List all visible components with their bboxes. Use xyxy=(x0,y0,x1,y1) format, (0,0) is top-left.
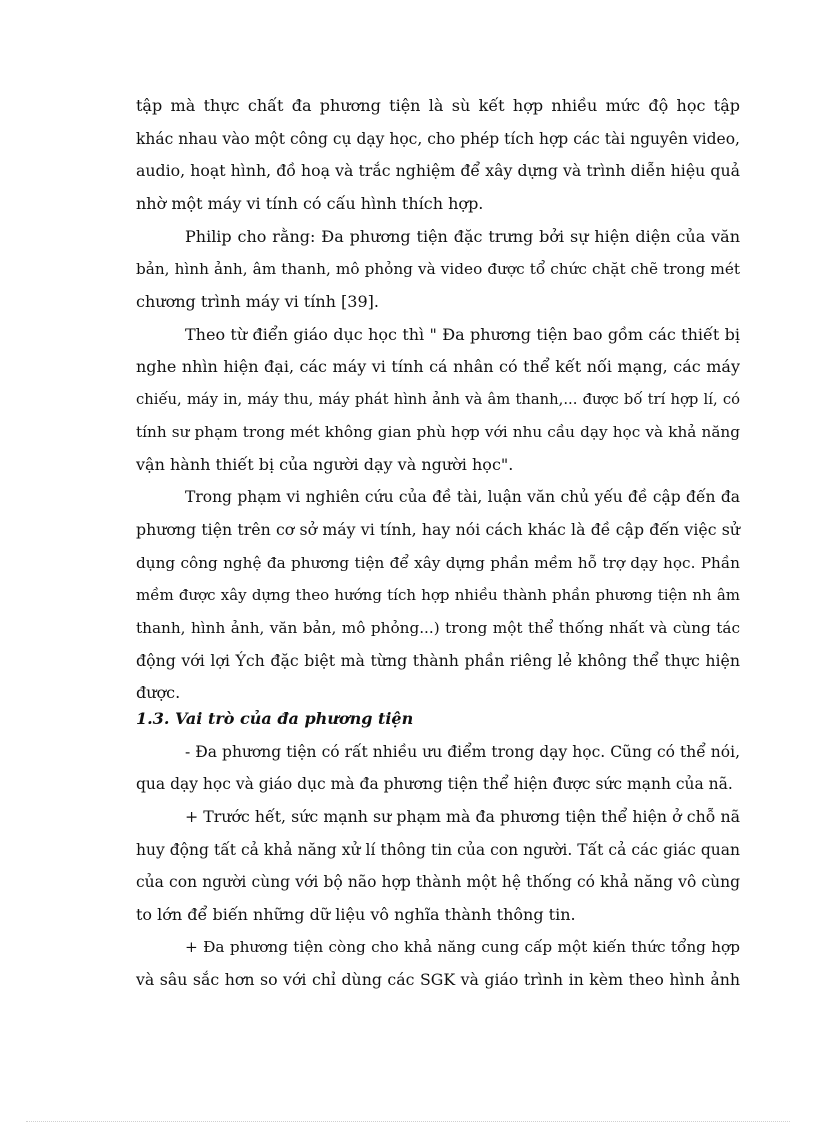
paragraph-4-line-2: phương tiện trên cơ sở máy vi tính, hay nói cách khác là đề cập đến việc sử xyxy=(136,520,740,539)
paragraph-3-line-3: chiếu, máy in, máy thu, máy phát hình ảnh và âm thanh,... được bố trí hợp lí, có xyxy=(136,391,740,408)
paragraph-2-line-1: Philip cho rằng: Đa phương tiện đặc trưng bởi sự hiện diện của văn xyxy=(185,227,740,246)
paragraph-3-line-5: vận hành thiết bị của người dạy và người học". xyxy=(136,455,514,474)
paragraph-4-line-3: dụng công nghệ đa phương tiện để xây dựng phần mềm hỗ trợ dạy học. Phần xyxy=(136,554,740,572)
section-heading: 1.3. Vai trò của đa phương tiện xyxy=(136,709,414,728)
section-paragraph-3-line-1: + Đa phương tiện còng cho khả năng cung cấp một kiến thức tổng hợp xyxy=(185,938,740,956)
paragraph-1-line-3: audio, hoạt hình, đồ hoạ và trắc nghiệm để xây dựng và trình diễn hiệu quả xyxy=(136,161,740,180)
section-paragraph-1-line-2: qua dạy học và giáo dục mà đa phương tiện thể hiện được sức mạnh của nã. xyxy=(136,775,733,793)
section-paragraph-2-line-2: huy động tất cả khả năng xử lí thông tin của con người. Tất cả các giác quan xyxy=(136,841,740,859)
section-paragraph-2-line-1: + Trước hết, sức mạnh sư phạm mà đa phương tiện thể hiện ở chỗ nã xyxy=(185,807,740,826)
paragraph-3-line-2: nghe nhìn hiện đại, các máy vi tính cá nhân có thể kết nối mạng, các máy xyxy=(136,357,740,376)
paragraph-3-line-4: tính sư phạm trong mét không gian phù hợp với nhu cầu dạy học và khả năng xyxy=(136,423,740,441)
paragraph-4-line-6: động với lợi Ých đặc biệt mà từng thành phần riêng lẻ không thể thực hiện xyxy=(136,651,740,670)
paragraph-4-line-5: thanh, hình ảnh, văn bản, mô phỏng...) trong một thể thống nhất và cùng tác xyxy=(136,619,740,637)
paragraph-4-line-1: Trong phạm vi nghiên cứu của đề tài, luận văn chủ yếu đề cập đến đa xyxy=(185,488,740,506)
paragraph-3-line-1: Theo từ điển giáo dục học thì " Đa phương tiện bao gồm các thiết bị xyxy=(185,325,740,344)
section-paragraph-1-line-1: - Đa phương tiện có rất nhiều ưu điểm trong dạy học. Cũng có thể nói, xyxy=(185,743,740,761)
paragraph-2-line-3: chương trình máy vi tính [39]. xyxy=(136,292,379,311)
paragraph-1-line-2: khác nhau vào một công cụ dạy học, cho phép tích hợp các tài nguyên video, xyxy=(136,130,740,148)
paragraph-4-line-7: được. xyxy=(136,683,181,702)
paragraph-4-line-4: mềm được xây dựng theo hướng tích hợp nhiều thành phần phương tiện nh âm xyxy=(136,586,740,604)
page-bottom-edge xyxy=(26,1121,790,1122)
section-paragraph-2-line-4: to lớn để biến những dữ liệu vô nghĩa thành thông tin. xyxy=(136,905,576,924)
paragraph-1-line-1: tập mà thực chất đa phương tiện là sù kết hợp nhiều mức độ học tập xyxy=(136,96,740,115)
section-paragraph-2-line-3: của con người cùng với bộ não hợp thành một hệ thống có khả năng vô cùng xyxy=(136,873,740,891)
paragraph-2-line-2: bản, hình ảnh, âm thanh, mô phỏng và video được tổ chức chặt chẽ trong mét xyxy=(136,260,740,278)
section-paragraph-3-line-2: và sâu sắc hơn so với chỉ dùng các SGK và giáo trình in kèm theo hình ảnh xyxy=(136,970,740,989)
paragraph-1-line-4: nhờ một máy vi tính có cấu hình thích hợp. xyxy=(136,194,484,213)
